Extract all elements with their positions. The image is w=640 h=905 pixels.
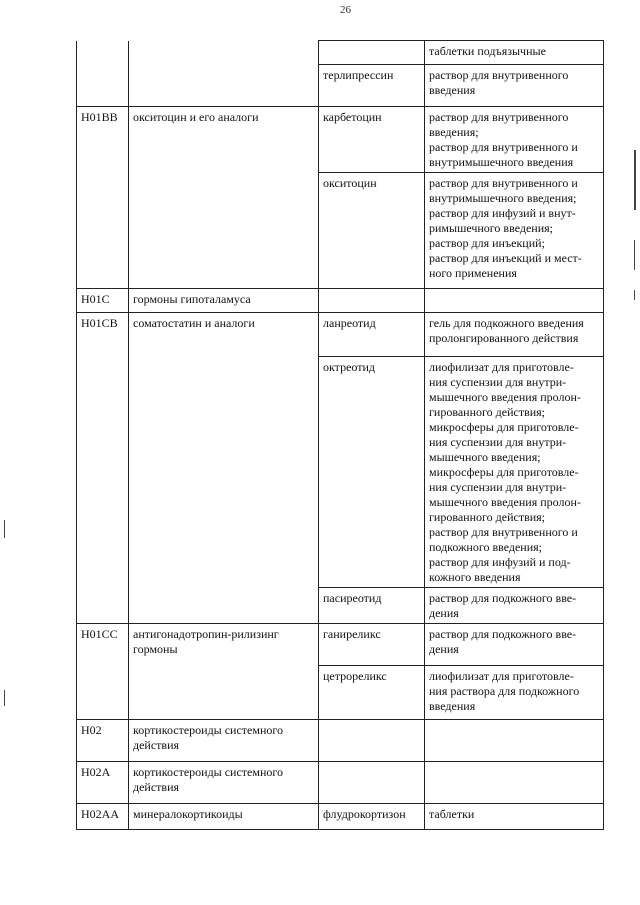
table-row (77, 624, 604, 666)
group-name-cell: окситоцин и его аналоги (129, 107, 319, 173)
group-name-cell (129, 65, 319, 107)
drug-name-cell: октреотид (319, 357, 425, 588)
group-name-cell: гормоны гипоталамуса (129, 289, 319, 313)
atc-code-cell: H02AA (77, 804, 129, 830)
drug-name-cell (319, 289, 425, 313)
scan-mark (4, 520, 5, 538)
group-name-cell (129, 41, 319, 65)
group-name-cell: кортикостероиды системного действия (129, 762, 319, 804)
drug-name-cell: терлипрессин (319, 65, 425, 107)
dosage-form-cell: таблетки (425, 804, 604, 830)
atc-code-cell: H01BB (77, 107, 129, 173)
drug-name-cell: цетрореликс (319, 666, 425, 720)
atc-code-cell (77, 65, 129, 107)
dosage-form-cell: раствор для подкожного вве- дения (425, 588, 604, 624)
drug-name-cell: флудрокортизон (319, 804, 425, 830)
dosage-form-cell: раствор для внутривенного введения; раствор для внутривенного и внутримышечного введения (425, 107, 604, 173)
atc-code-cell: H02 (77, 720, 129, 762)
table-row (77, 313, 604, 357)
scan-mark (634, 290, 635, 300)
atc-code-cell: H01CB (77, 313, 129, 357)
drug-name-cell: окситоцин (319, 173, 425, 289)
atc-code-cell (77, 588, 129, 624)
drug-name-cell: ганиреликс (319, 624, 425, 666)
atc-code-cell (77, 173, 129, 289)
group-name-cell (129, 666, 319, 720)
table-row (77, 41, 604, 65)
table-row (77, 762, 604, 804)
table-row (77, 173, 604, 289)
table-row (77, 588, 604, 624)
table-row (77, 804, 604, 830)
table-row (77, 107, 604, 173)
page-number: 26 (340, 4, 351, 16)
dosage-form-cell (425, 762, 604, 804)
dosage-form-cell: гель для подкожного введения пролонгированного действия (425, 313, 604, 357)
group-name-cell: соматостатин и аналоги (129, 313, 319, 357)
table-row (77, 289, 604, 313)
dosage-form-cell: лиофилизат для приготовле- ния суспензии для внутри- мышечного введения пролон- гированного действия; микросферы для приготовле- ния суспензии для внутри- мышечного введения; микросферы для приготовле- ния суспензии для внутри- мышечного введения пролон- гированного действия; раствор для внутривенного и подкожного введения; раствор для инфузий и под- кожного введения (425, 357, 604, 588)
dosage-form-cell: лиофилизат для приготовле- ния раствора для подкожного введения (425, 666, 604, 720)
group-name-cell (129, 357, 319, 588)
group-name-cell (129, 173, 319, 289)
drug-name-cell: ланреотид (319, 313, 425, 357)
atc-code-cell (77, 357, 129, 588)
atc-code-cell (77, 41, 129, 65)
scan-mark (634, 150, 636, 210)
dosage-form-cell: раствор для подкожного вве- дения (425, 624, 604, 666)
dosage-form-cell: раствор для внутривенного и внутримышечного введения; раствор для инфузий и внут- римышечного введения; раствор для инъекций; раствор для инъекций и мест- ного применения (425, 173, 604, 289)
drug-name-cell (319, 41, 425, 65)
drug-table (76, 40, 604, 830)
dosage-form-cell: таблетки подъязычные (425, 41, 604, 65)
table-row (77, 720, 604, 762)
scan-mark (4, 690, 5, 706)
atc-code-cell: H01CC (77, 624, 129, 666)
drug-name-cell (319, 720, 425, 762)
dosage-form-cell: раствор для внутривенного введения (425, 65, 604, 107)
drug-name-cell: карбетоцин (319, 107, 425, 173)
drug-name-cell: пасиреотид (319, 588, 425, 624)
table-row (77, 666, 604, 720)
scan-mark (634, 240, 635, 270)
dosage-form-cell (425, 720, 604, 762)
group-name-cell (129, 588, 319, 624)
table-row (77, 357, 604, 588)
group-name-cell: антигонадотропин-рилизинг гормоны (129, 624, 319, 666)
atc-code-cell (77, 666, 129, 720)
atc-code-cell: H02A (77, 762, 129, 804)
table-row (77, 65, 604, 107)
group-name-cell: кортикостероиды системного действия (129, 720, 319, 762)
dosage-form-cell (425, 289, 604, 313)
atc-code-cell: H01C (77, 289, 129, 313)
group-name-cell: минералокортикоиды (129, 804, 319, 830)
drug-name-cell (319, 762, 425, 804)
